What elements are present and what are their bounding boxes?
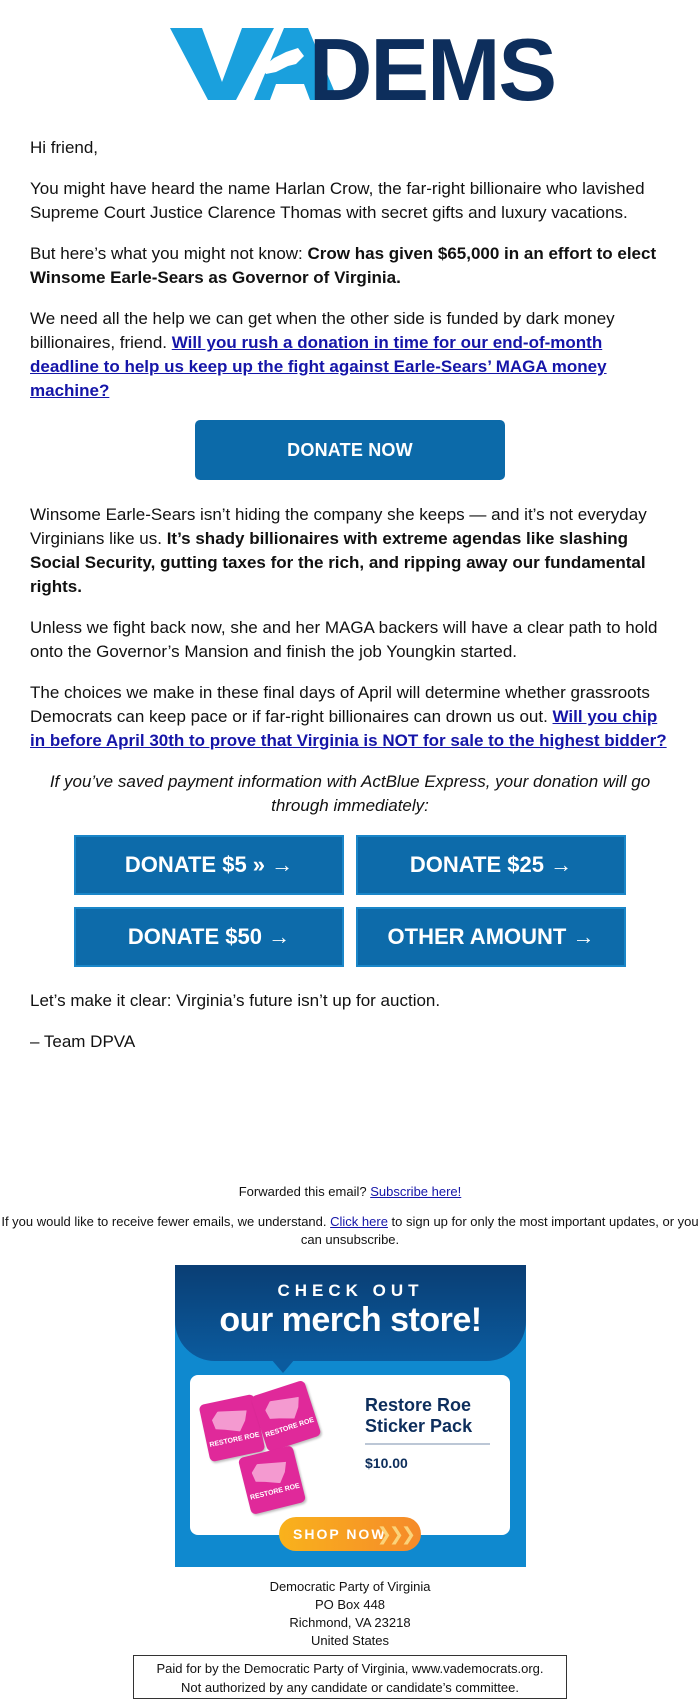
fewer-emails-line: If you would like to receive fewer emails, we understand. Click here to sign up for only the most important updates, or you can unsubscribe. [1,1214,699,1247]
closing-line: Let’s make it clear: Virginia’s future isn’t up for auction. [30,991,441,1010]
virginia-map-icon [250,1457,291,1489]
donation-amount-grid [30,835,670,967]
chevron-right-icon: ❯❯❯ [376,1524,413,1544]
subscribe-link[interactable]: Subscribe here! [370,1184,462,1199]
other-amount-button[interactable]: OTHER AMOUNT → [356,907,626,967]
shady-billionaires-emphasis: It’s shady billionaires with extreme agendas like slashing Social Security, gutting taxes for the rich, and ripping away our fundamental rights. [30,529,646,596]
vadems-logo-graphic [170,20,556,119]
address-line: United States [310,1633,390,1648]
product-title: Restore Roe Sticker Pack [365,1395,473,1436]
check-out-text: CHECK OUT [277,1281,424,1300]
paragraph-company-she-keeps: Winsome Earle-Sears isn’t hiding the company she keeps — and it’s not everyday Virginians like us. It’s shady billionaires with extreme agendas like slashing Social Security, gutting taxes for the rich, and ripping away our fundamental rights. [30,505,647,596]
logo-v-shape [170,28,274,100]
fewer-emails-link[interactable]: Click here [330,1214,388,1229]
merch-store-title: our merch store! [219,1301,482,1339]
paid-for-disclaimer: Paid for by the Democratic Party of Virginia, www.vademocrats.org. Not authorized by any candidate or candidate’s committee. [133,1655,567,1699]
donate-now-container [30,420,670,480]
forwarded-line: Forwarded this email? Subscribe here! [238,1184,462,1199]
paragraph-harlan-crow: You might have heard the name Harlan Crow, the far-right billionaire who lavished Supreme Court Justice Clarence Thomas with secret gifts and luxury vacations. [30,179,645,222]
product-card [190,1375,510,1535]
paragraph-fight-back: Unless we fight back now, she and her MAGA backers will have a clear path to hold onto the Governor’s Mansion and finish the job Youngkin started. [30,618,658,661]
product-price: $10.00 [365,1455,408,1471]
address-line: Richmond, VA 23218 [289,1615,411,1630]
rush-donation-link[interactable]: Will you rush a donation in time for our end-of-month deadline to help us keep up the fight against Earle-Sears’ MAGA money machine? [30,333,607,400]
mailing-address [0,1578,700,1650]
speech-tip-shape [271,1359,295,1373]
sticker-label: RESTORE ROE [264,1416,316,1440]
virginia-map-icon [210,1406,250,1437]
donate-25-button[interactable]: DONATE $25 → [356,835,626,895]
actblue-express-note: If you’ve saved payment information with ActBlue Express, your donation will go through immediately: [49,772,651,815]
vadems-logo[interactable] [0,20,700,119]
paragraph-crow-donation: But here’s what you might not know: Crow has given $65,000 in an effort to elect Winsome Earle-Sears as Governor of Virginia. [30,244,657,287]
paragraph-final-days: The choices we make in these final days of April will determine whether grassroots Democrats can keep pace or if far-right billionaires can drown us out. Will you chip in before April 30th to prove that Virginia is NOT for sale to the highest bidder? [30,683,667,750]
footer [0,1183,700,1261]
shop-now-button[interactable]: SHOP NOW ❯❯❯ [279,1517,421,1551]
address-line: Democratic Party of Virginia [269,1579,431,1594]
merch-store-banner[interactable] [175,1265,526,1567]
donate-now-button[interactable]: DONATE NOW [195,420,505,480]
donate-50-button[interactable]: DONATE $50 → [74,907,344,967]
crow-donation-emphasis: Crow has given $65,000 in an effort to elect Winsome Earle-Sears as Governor of Virginia. [30,244,657,287]
sticker-image [238,1445,306,1515]
sticker-label: RESTORE ROE [249,1482,301,1502]
greeting: Hi friend, [30,138,99,157]
signature: – Team DPVA [30,1032,136,1051]
product-divider [365,1443,490,1445]
logo-dems-text: DEMS [308,20,556,119]
paragraph-dark-money: We need all the help we can get when the other side is funded by dark money billionaires, friend. Will you rush a donation in time for our end-of-month deadline to help us keep up the fight against Earle-Sears’ MAGA money machine? [30,309,615,400]
email-copy [30,136,670,1071]
sticker-label: RESTORE ROE [209,1431,261,1449]
donate-5-button[interactable]: DONATE $5 » → [74,835,344,895]
chip-in-link[interactable]: Will you chip in before April 30th to prove that Virginia is NOT for sale to the highest bidder? [30,707,667,750]
address-line: PO Box 448 [314,1597,386,1612]
